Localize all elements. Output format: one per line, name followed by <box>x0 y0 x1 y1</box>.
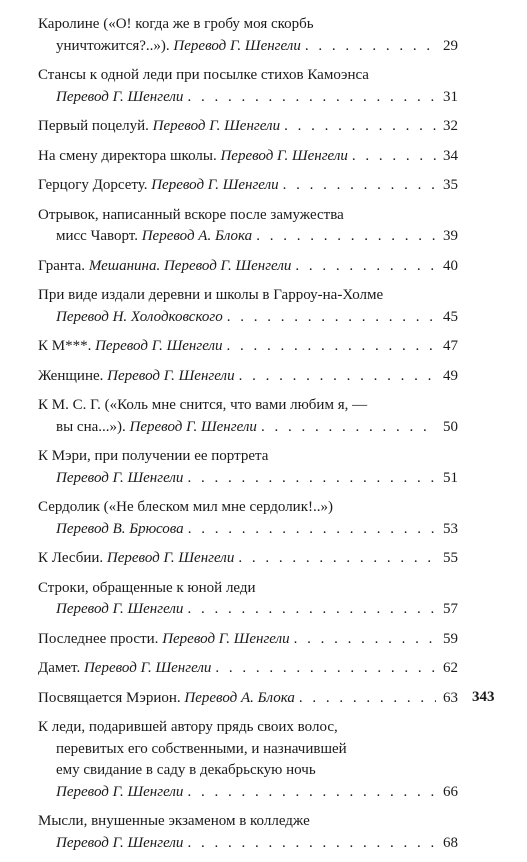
toc-translator: Перевод Г. Шенгели <box>107 367 235 384</box>
toc-entry-line <box>38 417 458 439</box>
toc-page-number: 68 <box>443 834 458 851</box>
toc-translator: Перевод Г. Шенгели <box>152 118 281 134</box>
toc-page-number: 34 <box>443 147 458 164</box>
toc-entry <box>38 395 458 438</box>
toc-translator: Перевод Г. Шенгели <box>95 338 223 354</box>
toc-title: На смену директора школы. <box>38 147 221 164</box>
toc-entry-line <box>38 36 458 58</box>
toc-entry-line <box>38 285 458 307</box>
dot-leader <box>238 548 436 570</box>
toc-entry-line <box>38 811 458 833</box>
toc-translator: Перевод Г. Шенгели <box>173 37 301 54</box>
toc-entry-line <box>38 548 458 570</box>
toc-title: К леди, подарившей автору прядь своих волос, <box>38 719 338 735</box>
dot-leader <box>256 226 436 248</box>
toc-title: мисс Чаворт. <box>56 228 142 244</box>
toc-title: уничтожится?..»). <box>56 37 174 54</box>
toc-translator: Перевод Г. Шенгели <box>56 783 184 800</box>
toc-translator: Мешанина. Перевод Г. Шенгели <box>88 257 292 274</box>
toc-page-number: 49 <box>443 367 458 384</box>
toc-entry <box>38 658 458 680</box>
dot-leader <box>261 417 436 439</box>
toc-entry-line <box>38 366 458 388</box>
toc-translator: Перевод Г. Шенгели <box>56 834 184 851</box>
toc-page-number: 51 <box>443 469 458 486</box>
toc-translator: Перевод В. Брюсова <box>56 520 184 537</box>
dot-leader <box>187 87 436 109</box>
toc-entry <box>38 548 458 570</box>
toc-translator: Перевод Г. Шенгели <box>129 418 257 435</box>
toc-entry-line <box>38 14 458 36</box>
toc-entry-line <box>38 116 458 138</box>
toc-title: Отрывок, написанный вскоре после замужества <box>38 206 344 223</box>
dot-leader <box>294 629 436 651</box>
toc-title: Первый поцелуй. <box>38 118 153 134</box>
toc-translator: Перевод А. Блока <box>141 228 253 244</box>
toc-translator: Перевод Г. Шенгели <box>220 147 348 164</box>
toc-title: При виде издали деревни и школы в Гарроу-на-Холме <box>38 287 384 303</box>
toc-title: перевитых его собственными, и назначившей <box>56 740 347 757</box>
toc-entry-line <box>38 833 458 855</box>
toc-page-number: 55 <box>443 550 458 566</box>
toc-entry-line <box>38 760 458 782</box>
toc-entry <box>38 116 458 138</box>
toc-title: ему свидание в саду в декабрьскую ночь <box>56 762 316 778</box>
toc-title: вы сна...»). <box>56 418 130 435</box>
toc-entry-line <box>38 519 458 541</box>
dot-leader <box>215 658 436 680</box>
toc-translator: Перевод Г. Шенгели <box>106 550 235 566</box>
dot-leader <box>187 599 436 621</box>
toc-entry <box>38 717 458 803</box>
toc-entry <box>38 14 458 57</box>
dot-leader <box>187 833 436 855</box>
toc-entry <box>38 446 458 489</box>
dot-leader <box>305 36 436 58</box>
toc-entry <box>38 811 458 854</box>
toc-title: Последнее прости. <box>38 630 163 647</box>
toc-translator: Перевод Г. Шенгели <box>162 630 290 647</box>
toc-entry-line <box>38 739 458 761</box>
toc-page-number: 35 <box>443 177 458 193</box>
toc-title: Сердолик («Не блеском мил мне сердолик!..») <box>38 499 333 515</box>
toc-title: Дамет. <box>38 660 84 676</box>
toc-title: Посвящается Мэрион. <box>38 689 185 706</box>
toc-entry-line <box>38 717 458 739</box>
toc-title: К Лесбии. <box>38 550 107 566</box>
toc-page-number: 47 <box>443 338 458 354</box>
toc-entry <box>38 366 458 388</box>
toc-entry <box>38 65 458 108</box>
toc-page-number: 59 <box>443 630 458 647</box>
toc-entry <box>38 688 458 710</box>
toc-entry <box>38 175 458 197</box>
toc-title: Строки, обращенные к юной леди <box>38 579 256 596</box>
dot-leader <box>299 688 436 710</box>
toc-entry <box>38 285 458 328</box>
dot-leader <box>283 175 436 197</box>
toc-entry-line <box>38 629 458 651</box>
toc-translator: Перевод Г. Шенгели <box>56 88 184 105</box>
toc-title: Герцогу Дорсету. <box>38 177 152 193</box>
dot-leader <box>352 146 436 168</box>
toc-translator: Перевод Г. Шенгели <box>56 469 184 486</box>
toc-entry <box>38 336 458 358</box>
dot-leader <box>188 519 436 541</box>
toc-page-number: 63 <box>443 689 458 706</box>
dot-leader <box>295 256 436 278</box>
toc-translator: Перевод Г. Шенгели <box>151 177 279 193</box>
toc-entry-line <box>38 497 458 519</box>
toc-entry <box>38 205 458 248</box>
toc-title: Гранта. <box>38 257 89 274</box>
toc-entry-line <box>38 226 458 248</box>
dot-leader <box>239 366 436 388</box>
toc-entry-line <box>38 256 458 278</box>
dot-leader <box>187 468 436 490</box>
dot-leader <box>284 116 436 138</box>
page-number: 343 <box>472 689 495 705</box>
dot-leader <box>187 782 436 804</box>
toc-page-number: 53 <box>443 520 458 537</box>
toc-entry-line <box>38 87 458 109</box>
toc-entry-line <box>38 658 458 680</box>
toc-title: К М. С. Г. («Коль мне снится, что вами любим я, — <box>38 397 368 413</box>
toc-page-number: 39 <box>443 228 458 244</box>
toc-translator: Перевод Г. Шенгели <box>83 660 212 676</box>
toc-entry-line <box>38 578 458 600</box>
toc-translator: Перевод Н. Холодковского <box>56 308 223 325</box>
toc-page-number: 57 <box>443 601 458 617</box>
toc-page-number: 32 <box>443 118 458 134</box>
toc-entry-line <box>38 336 458 358</box>
toc-entry <box>38 578 458 621</box>
toc-page-number: 40 <box>443 257 458 274</box>
toc-entry-line <box>38 307 458 329</box>
toc-entry <box>38 146 458 168</box>
toc-page-number: 50 <box>443 418 458 435</box>
toc-entry <box>38 629 458 651</box>
toc-title: Каролине («О! когда же в гробу моя скорбь <box>38 16 314 32</box>
toc-entry-line <box>38 599 458 621</box>
toc-entry <box>38 497 458 540</box>
toc-entry-line <box>38 395 458 417</box>
toc-title: Стансы к одной леди при посылке стихов Камоэнса <box>38 67 369 83</box>
toc-page-number: 31 <box>443 88 458 105</box>
table-of-contents <box>38 14 458 862</box>
toc-translator: Перевод А. Блока <box>184 689 295 706</box>
toc-page-number: 66 <box>443 783 458 800</box>
toc-title: Женщине. <box>38 367 108 384</box>
toc-page-number: 62 <box>443 660 458 676</box>
toc-entry-line <box>38 65 458 87</box>
toc-translator: Перевод Г. Шенгели <box>56 601 184 617</box>
toc-page-number: 29 <box>443 37 458 54</box>
toc-entry-line <box>38 468 458 490</box>
toc-entry-line <box>38 446 458 468</box>
dot-leader <box>227 307 436 329</box>
dot-leader <box>227 336 436 358</box>
toc-title: К Мэри, при получении ее портрета <box>38 448 269 464</box>
toc-entry-line <box>38 146 458 168</box>
toc-title: Мысли, внушенные экзаменом в колледже <box>38 813 310 829</box>
toc-entry <box>38 256 458 278</box>
toc-entry-line <box>38 205 458 227</box>
toc-title: К М***. <box>38 338 96 354</box>
toc-page-number: 45 <box>443 308 458 325</box>
toc-entry-line <box>38 175 458 197</box>
toc-entry-line <box>38 782 458 804</box>
toc-entry-line <box>38 688 458 710</box>
